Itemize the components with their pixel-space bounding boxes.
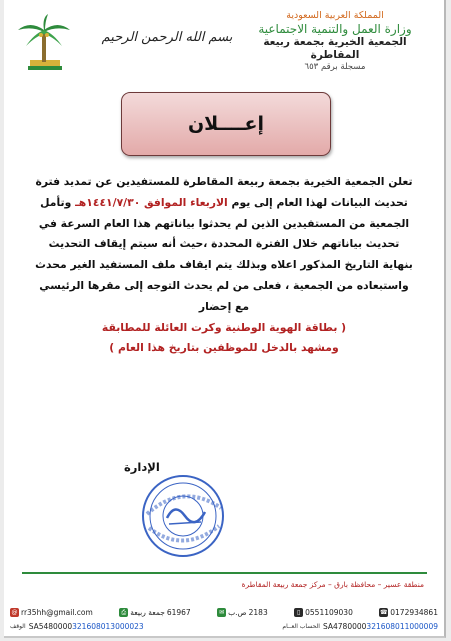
association-name: الجمعية الخيرية بجمعة ربيعة المقاطرة — [263, 36, 407, 61]
fax-label: جمعة ربيعة — [130, 608, 165, 617]
basmala: بسم الله الرحمن الرحيم — [101, 30, 233, 45]
po-box-label: ص.ب — [228, 608, 247, 617]
deadline-date: الاربعاء الموافق ١٤٤١/٧/٣٠هـ — [75, 195, 228, 209]
body-line-segment: تحديث البيانات لهذا العام إلى يوم — [231, 195, 408, 209]
required-documents-line: ( بطاقة الهوية الوطنية وكرت العائلة للمطابقة — [101, 320, 347, 334]
footer-address: منطقة عسير – محافظة بارق – مركز جمعة ربيعة المقاطرة — [241, 580, 424, 589]
announcement-body — [14, 172, 434, 359]
general-account-label: الحساب العــام — [282, 623, 320, 630]
email-address[interactable]: rr35hh@gmail.com — [21, 608, 93, 617]
body-line: بنهاية التاريخ المذكور اعلاه وبذلك يتم ايقاف ملف المستفيد الغير محدث — [35, 258, 413, 272]
phone-contact — [379, 608, 438, 617]
email-contact[interactable] — [10, 608, 93, 617]
ministry-name: وزارة العمل والتنمية الاجتماعية — [258, 21, 412, 36]
endowment-account-number — [29, 622, 144, 631]
org-header — [240, 10, 430, 72]
body-line-segment: وتأمل — [40, 195, 72, 209]
body-line: واستبعاده من الجمعية ، فعلى من لم يحدث التوجه إلى مقرها الرئيسي — [39, 278, 409, 292]
body-line: تحديث بياناتهم خلال الفترة المحددة ،حيث أنه سيتم إيقاف التحديث — [48, 237, 400, 251]
po-box-number: 2183 — [248, 608, 268, 617]
body-line: تعلن الجمعية الخيرية بجمعة ربيعة المقاطرة للمستفيدين عن تمديد فترة — [35, 175, 413, 188]
endowment-account-label: الوقف — [10, 623, 26, 630]
body-line: الجمعية من المستفيدين الذين لم يحدثوا بياناتهم هذا العام السرعة في — [38, 216, 410, 230]
email-icon: @ — [11, 609, 18, 616]
body-line: مع إحضار — [198, 299, 250, 313]
country-name: المملكة العربية السعودية — [286, 10, 384, 21]
fax-contact — [119, 608, 190, 617]
mailbox-icon: ✉ — [219, 609, 225, 616]
mobile-contact — [294, 608, 353, 617]
general-account — [282, 622, 438, 631]
phone-icon: ☎ — [380, 609, 388, 616]
fax-number: 61967 — [166, 608, 191, 617]
iban-highlight: 321608013000023 — [72, 622, 144, 631]
iban-prefix: SA5480000 — [28, 622, 73, 631]
administration-label: الإدارة — [124, 460, 160, 474]
announcement-title-box — [121, 92, 331, 156]
mobile-number: 0551109030 — [305, 608, 353, 617]
general-account-number — [323, 622, 438, 631]
contact-row — [10, 608, 438, 617]
fax-icon: ⎙ — [119, 608, 128, 617]
body-line — [14, 193, 434, 214]
registration-number: مسجلة برقم ٦٥٣ — [304, 61, 366, 72]
bank-accounts-row — [10, 622, 438, 631]
announcement-title: إعــــلان — [187, 113, 265, 135]
required-documents-line: ومشهد بالدخل للموظفين بتاريخ هذا العام ) — [109, 341, 339, 355]
announcement-page — [4, 0, 446, 638]
palm-logo-icon — [12, 14, 76, 76]
official-stamp-icon — [139, 472, 227, 560]
iban-prefix: SA4780000 — [322, 622, 367, 631]
mobile-icon: ▯ — [294, 608, 303, 617]
endowment-account — [10, 622, 144, 631]
footer-divider — [22, 572, 427, 574]
po-box-contact — [217, 608, 268, 617]
phone-number: 0172934861 — [390, 608, 438, 617]
iban-highlight: 321608011000009 — [366, 622, 438, 631]
